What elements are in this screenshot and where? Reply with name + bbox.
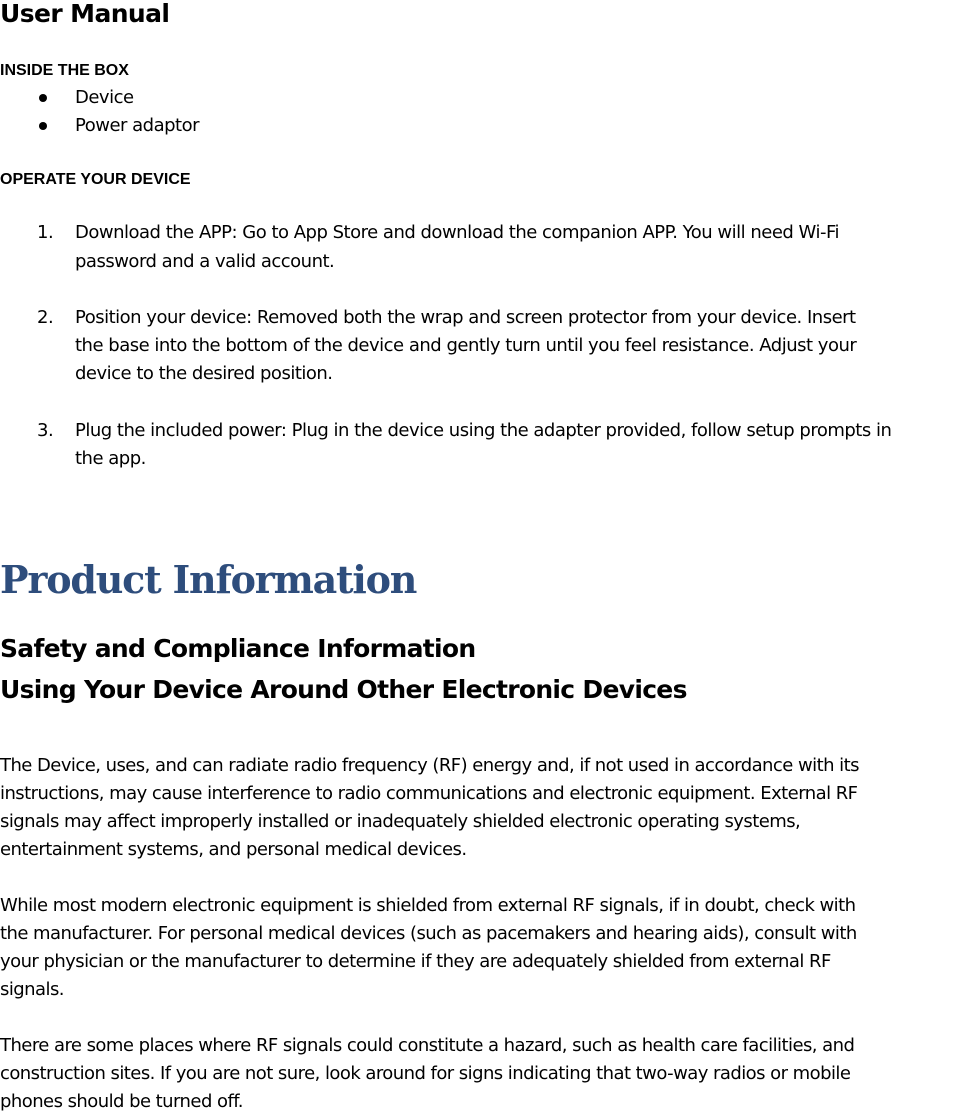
manual-title: User Manual [0,0,170,28]
paragraph-line: phones should be turned off. [0,1091,243,1112]
step-number: 1. [37,222,54,243]
paragraph-line: instructions, may cause interference to radio communications and electronic equipment. External RF [0,783,858,804]
operate-device-label: OPERATE YOUR DEVICE [0,171,191,188]
list-item-text: Power adaptor [75,115,200,136]
step-text-line: Position your device: Removed both the wrap and screen protector from your device. Insert [75,307,856,328]
paragraph-line: your physician or the manufacturer to determine if they are adequately shielded from external RF [0,951,831,972]
inside-box-label: INSIDE THE BOX [0,62,129,79]
list-item-text: Device [75,87,134,108]
step-text-line: password and a valid account. [75,251,335,272]
step-text-line: Download the APP: Go to App Store and download the companion APP. You will need Wi-Fi [75,222,839,243]
paragraph-line: signals may affect improperly installed or inadequately shielded electronic operating systems, [0,811,801,832]
other-devices-heading: Using Your Device Around Other Electronic Devices [0,675,687,704]
product-information-heading: Product Information [0,557,417,602]
bullet-icon [39,94,47,102]
step-number: 2. [37,307,54,328]
paragraph-line: The Device, uses, and can radiate radio frequency (RF) energy and, if not used in accordance with its [0,755,859,776]
paragraph-line: the manufacturer. For personal medical devices (such as pacemakers and hearing aids), consult with [0,923,857,944]
paragraph-line: signals. [0,979,64,1000]
bullet-icon [39,122,47,130]
step-text-line: device to the desired position. [75,363,333,384]
paragraph-line: entertainment systems, and personal medical devices. [0,839,467,860]
paragraph-line: While most modern electronic equipment is shielded from external RF signals, if in doubt, check with [0,895,856,916]
safety-compliance-heading: Safety and Compliance Information [0,634,476,663]
step-number: 3. [37,420,54,441]
step-text-line: the base into the bottom of the device and gently turn until you feel resistance. Adjust your [75,335,857,356]
paragraph-line: construction sites. If you are not sure, look around for signs indicating that two-way radios or mobile [0,1063,851,1084]
step-text-line: Plug the included power: Plug in the device using the adapter provided, follow setup prompts in [75,420,892,441]
paragraph-line: There are some places where RF signals could constitute a hazard, such as health care facilities, and [0,1035,855,1056]
step-text-line: the app. [75,448,146,469]
